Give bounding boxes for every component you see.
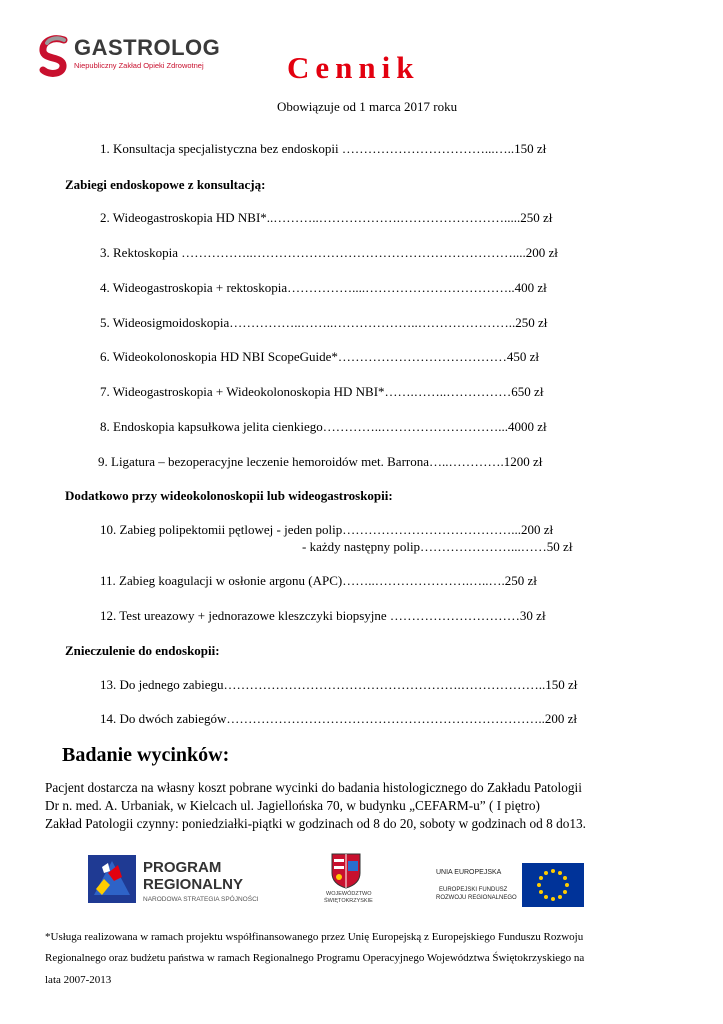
price-item-11: 11. Zabieg koagulacji w osłonie argonu (APC)……..………………….…..….250 zł xyxy=(100,573,537,588)
price-item-6: 6. Wideokolonoskopia HD NBI ScopeGuide*…………………………………450 zł xyxy=(100,349,540,364)
price-item-4: 4. Wideogastroskopia + rektoskopia……………....……………………………..400 zł xyxy=(100,280,547,295)
section-additional: Dodatkowo przy wideokolonoskopii lub wideogastroskopii: xyxy=(65,488,393,503)
footnote-line-1: *Usługa realizowana w ramach projektu współfinansowanego przez Unię Europejską z Europejskiego Funduszu Rozwoju xyxy=(45,931,584,943)
price-item-9: 9. Ligatura – bezoperacyjne leczenie hemoroidów met. Barrona…..………….1200 zł xyxy=(98,454,543,469)
eu-line-1: UNIA EUROPEJSKA xyxy=(436,869,502,876)
biopsy-heading: Badanie wycinków: xyxy=(62,744,230,766)
voivodeship-line-1: WOJEWÓDZTWO xyxy=(326,891,372,897)
voivodeship-coat-of-arms-icon xyxy=(331,853,361,889)
biopsy-text-line-1: Pacjent dostarcza na własny koszt pobrane wycinki do badania histologicznego do Zakładu Patologii xyxy=(45,780,582,795)
biopsy-text-line-2: Dr n. med. A. Urbaniak, w Kielcach ul. Jagiellońska 70, w budynku „CEFARM-u” ( I piętro) xyxy=(45,798,540,813)
section-anesthesia: Znieczulenie do endoskopii: xyxy=(65,643,220,658)
price-item-1: 1. Konsultacja specjalistyczna bez endoskopii ……………………………...…..150 zł xyxy=(100,141,547,156)
price-item-8: 8. Endoskopia kapsułkowa jelita cienkiego…………..………………………...4000 zł xyxy=(100,419,547,434)
section-endoscopy: Zabiegi endoskopowe z konsultacją: xyxy=(65,177,266,192)
biopsy-text-line-3: Zakład Patologii czynny: poniedziałki-piątki w godzinach od 8 do 20, soboty w godzinach od 8 do13. xyxy=(45,816,587,831)
logo-name: GASTROLOG xyxy=(74,35,221,60)
program-regionalny-emblem-icon xyxy=(88,855,136,903)
price-item-5: 5. Wideosigmoidoskopia……………..……..………………..…………………..250 zł xyxy=(100,315,548,330)
price-item-10-next-polyp: - każdy następny polip…………………...……50 zł xyxy=(302,539,573,554)
footnote-line-2: Regionalnego oraz budżetu państwa w ramach Regionalnego Programu Operacyjnego Województwa Świętokrzyskiego na xyxy=(45,952,585,964)
price-item-14: 14. Do dwóch zabiegów………………………………………………………………..200 zł xyxy=(100,711,577,726)
logo-subtitle: Niepubliczny Zakład Opieki Zdrowotnej xyxy=(74,61,204,70)
price-item-2: 2. Wideogastroskopia HD NBI*..………..……………….…………………….....250 zł xyxy=(100,210,553,225)
eu-line-3: ROZWOJU REGIONALNEGO xyxy=(436,895,517,901)
price-item-3: 3. Rektoskopia ……………..……………………………………………………....200 zł xyxy=(100,245,558,260)
page-title: Cennik xyxy=(287,50,420,85)
program-line-3: NARODOWA STRATEGIA SPÓJNOŚCI xyxy=(143,896,259,903)
eu-flag-icon xyxy=(522,863,584,907)
price-item-10: 10. Zabieg polipektomii pętlowej - jeden polip…………………………………...200 zł xyxy=(100,522,554,537)
program-line-1: PROGRAM xyxy=(143,859,222,876)
price-item-7: 7. Wideogastroskopia + Wideokolonoskopia HD NBI*…….……..……………650 zł xyxy=(100,384,544,399)
voivodeship-line-2: ŚWIĘTOKRZYSKIE xyxy=(324,898,373,904)
price-item-13: 13. Do jednego zabiegu……………………………………………….………………..150 zł xyxy=(100,677,578,692)
price-item-12: 12. Test ureazowy + jednorazowe kleszczyki biopsyjne …………………………30 zł xyxy=(100,608,546,623)
program-line-2: REGIONALNY xyxy=(143,876,244,893)
sponsor-logos xyxy=(0,845,723,915)
footnote-line-3: lata 2007-2013 xyxy=(45,974,112,986)
effective-date: Obowiązuje od 1 marca 2017 roku xyxy=(277,99,458,114)
gastrolog-logo xyxy=(38,34,243,84)
eu-line-2: EUROPEJSKI FUNDUSZ xyxy=(439,887,508,893)
gastrolog-logo-mark-icon xyxy=(38,34,72,80)
